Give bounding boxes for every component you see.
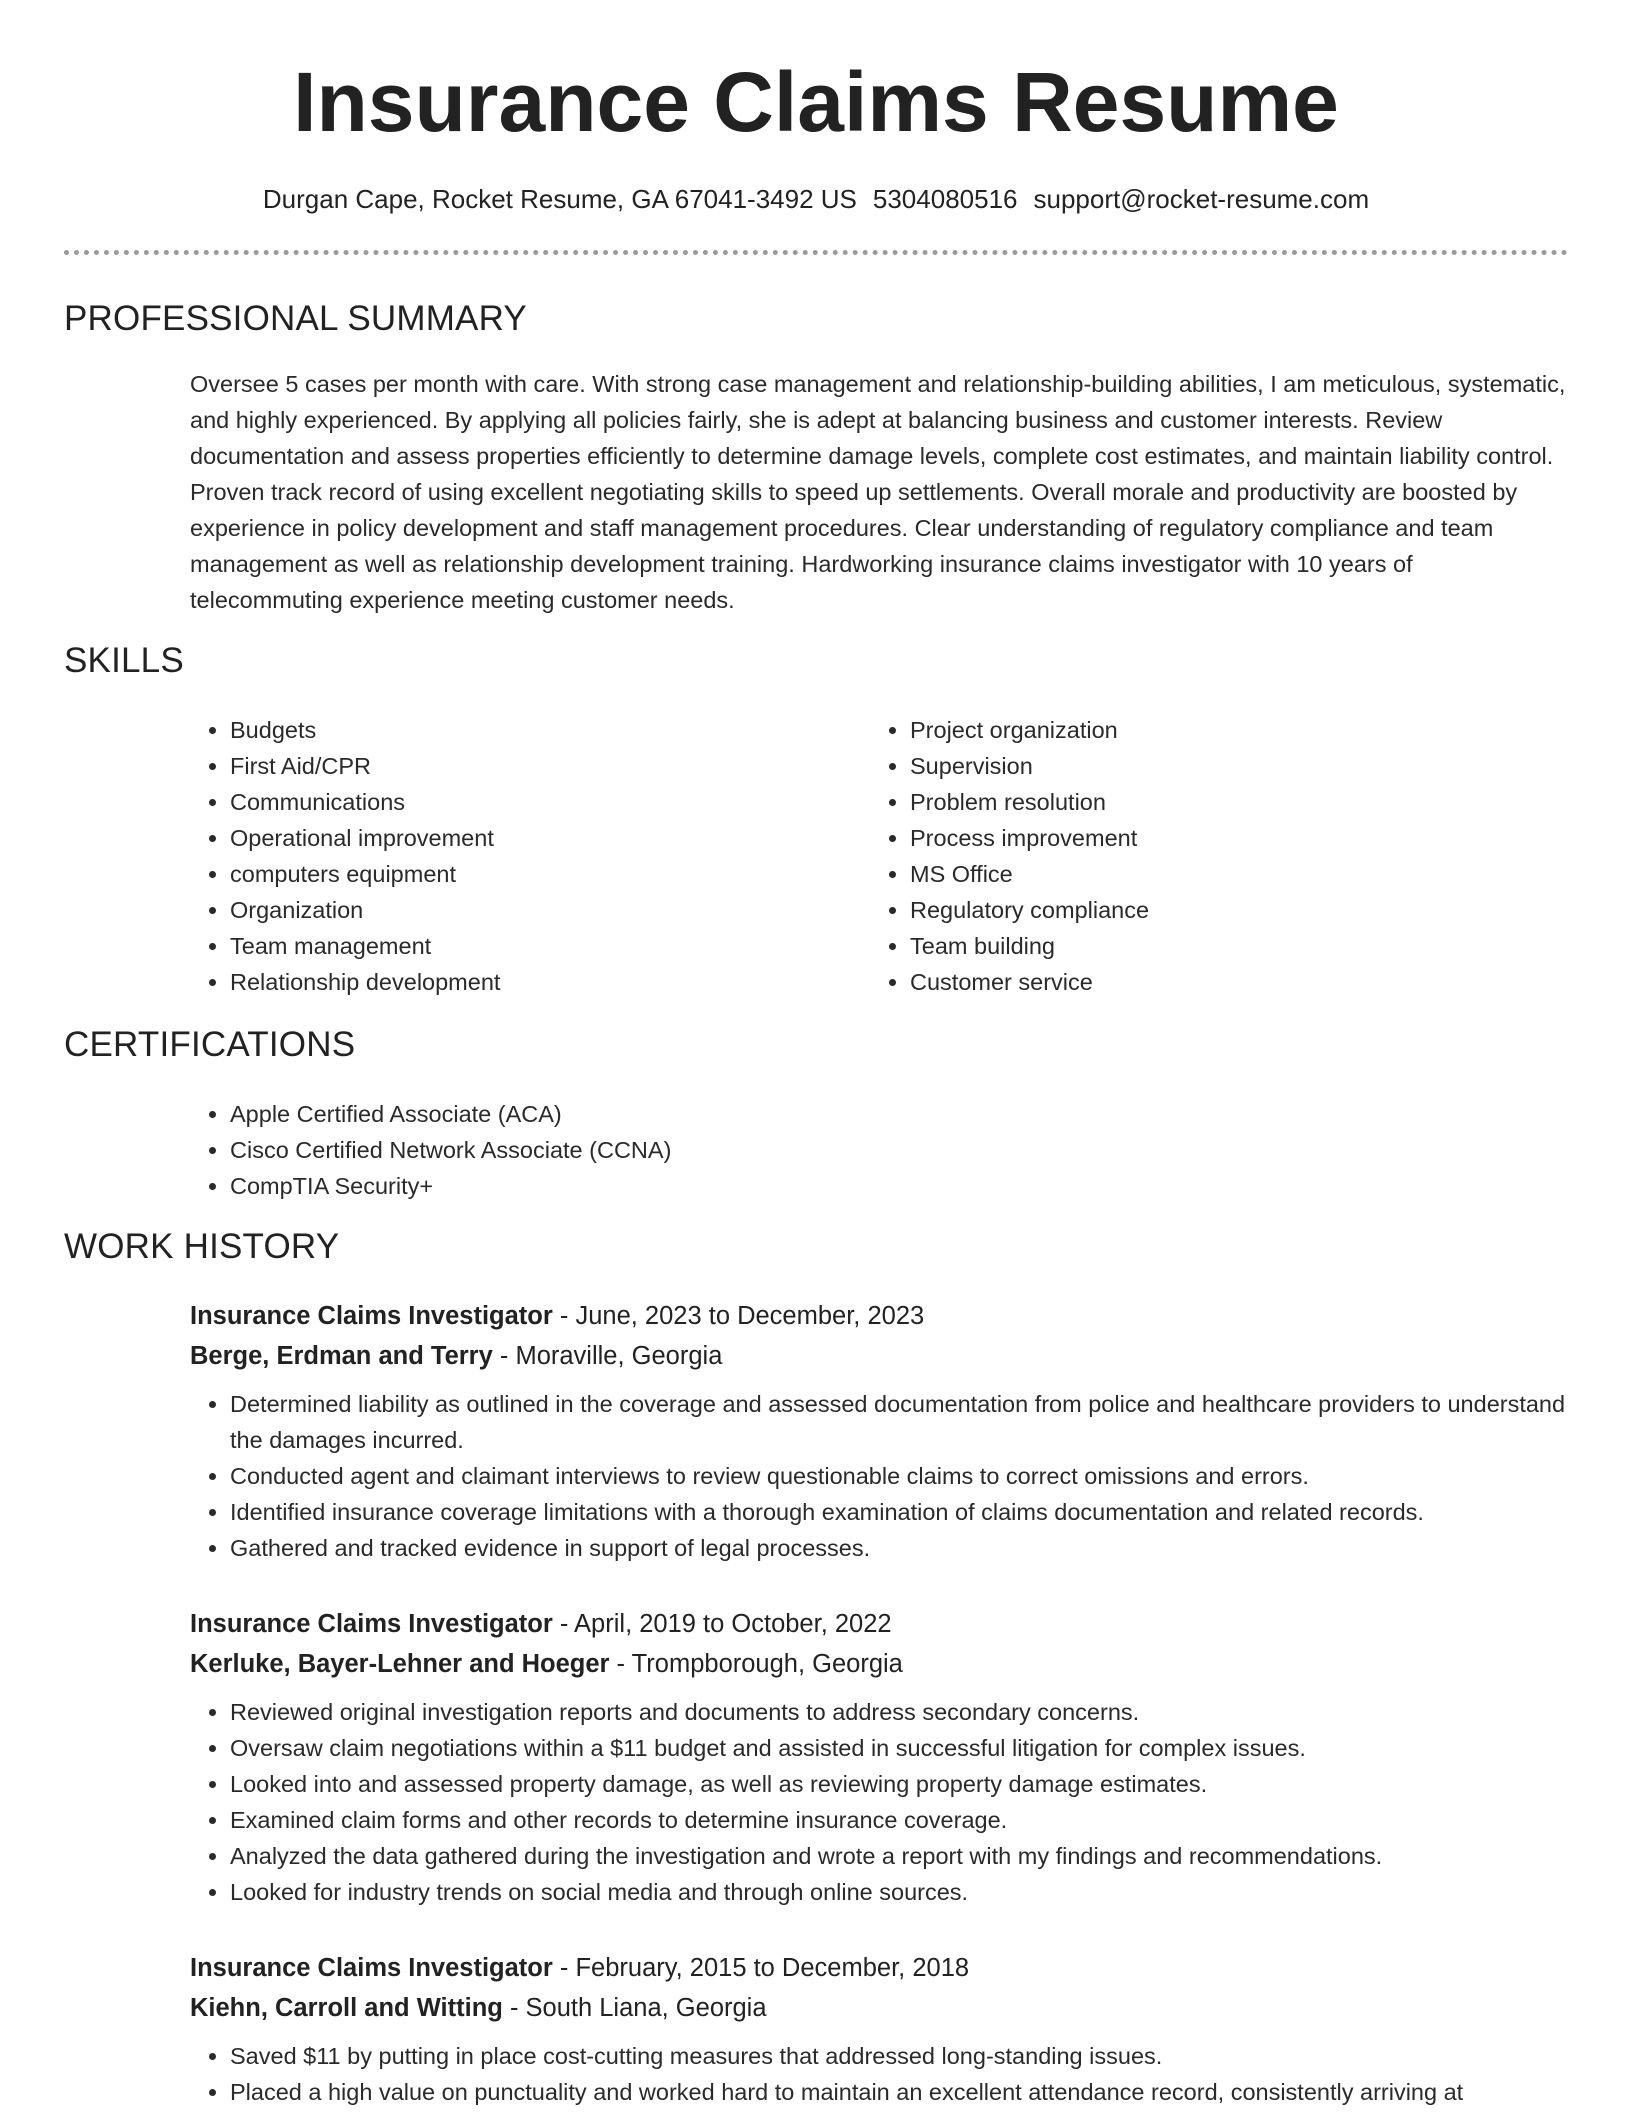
job-duties: [186, 1694, 1570, 1910]
job-entry: [190, 1948, 1570, 2110]
job-title: Insurance Claims Investigator: [190, 1954, 553, 1982]
work-history-heading: WORK HISTORY: [64, 1227, 340, 1266]
skill-item: • Team building: [910, 928, 1506, 964]
skill-item: • Process improvement: [910, 820, 1506, 856]
job-title: Insurance Claims Investigator: [190, 1610, 553, 1638]
job-dates: - June, 2023 to December, 2023: [552, 1302, 925, 1330]
summary-text: Oversee 5 cases per month with care. With strong case management and relationship-building abilities, I am meticulous, systematic, and highly experienced. By applying all policies fairly, she is adept at balancing business and customer interests. Review documentation and assess properties efficiently to determine damage levels, complete cost estimates, and maintain liability control. Proven track record of using excellent negotiating skills to speed up settlements. Overall morale and productivity are boosted by experience in policy development and staff management procedures. Clear understanding of regulatory compliance and team management as well as relationship development training. Hardworking insurance claims investigator with 10 years of telecommuting experience meeting customer needs.: [190, 371, 1566, 613]
job-entry: [190, 1296, 1570, 1566]
job-title-line: [190, 1604, 1570, 1644]
job-duty: • Examined claim forms and other records to determine insurance coverage.: [230, 1802, 1570, 1838]
contact-address: Durgan Cape, Rocket Resume, GA 67041-3492 US: [262, 184, 857, 214]
certification-item: • CompTIA Security+: [230, 1168, 1086, 1204]
job-duty: • Conducted agent and claimant interviews to review questionable claims to correct omissions and errors.: [230, 1458, 1570, 1494]
certification-item: • Apple Certified Associate (ACA): [230, 1096, 1086, 1132]
job-duty: • Saved $11 by putting in place cost-cutting measures that addressed long-standing issues.: [230, 2038, 1570, 2074]
certification-item: • Cisco Certified Network Associate (CCNA): [230, 1132, 1086, 1168]
skill-item: • Team management: [230, 928, 826, 964]
skill-item: • Project organization: [910, 712, 1506, 748]
skill-item: • First Aid/CPR: [230, 748, 826, 784]
skill-item: • MS Office: [910, 856, 1506, 892]
job-duty: • Oversaw claim negotiations within a $11 budget and assisted in successful litigation for complex issues.: [230, 1730, 1570, 1766]
certifications-heading: CERTIFICATIONS: [64, 1025, 356, 1064]
job-location: - Moraville, Georgia: [492, 1342, 723, 1370]
skills-list-right: [866, 712, 1506, 1000]
job-company: Berge, Erdman and Terry: [190, 1342, 493, 1370]
job-duty: • Analyzed the data gathered during the investigation and wrote a report with my findings and recommendations.: [230, 1838, 1570, 1874]
job-duty: • Looked for industry trends on social media and through online sources.: [230, 1874, 1570, 1910]
skill-item: • Organization: [230, 892, 826, 928]
job-location: - Trompborough, Georgia: [609, 1650, 903, 1678]
skill-item: • Customer service: [910, 964, 1506, 1000]
job-dates: - April, 2019 to October, 2022: [552, 1610, 892, 1638]
skills-column-right: [866, 712, 1506, 1000]
job-duties: [186, 1386, 1570, 1566]
job-duty: • Identified insurance coverage limitations with a thorough examination of claims documentation and related records.: [230, 1494, 1570, 1530]
skill-item: • Budgets: [230, 712, 826, 748]
job-title: Insurance Claims Investigator: [190, 1302, 553, 1330]
job-duty: • Placed a high value on punctuality and worked hard to maintain an excellent attendance record, consistently arriving at: [230, 2074, 1570, 2110]
skill-item: • Regulatory compliance: [910, 892, 1506, 928]
job-company: Kiehn, Carroll and Witting: [190, 1994, 503, 2022]
skill-item: • Communications: [230, 784, 826, 820]
job-company: Kerluke, Bayer-Lehner and Hoeger: [190, 1650, 610, 1678]
certifications-list: [186, 1096, 1086, 1204]
contact-info: [0, 182, 1632, 216]
summary-heading: PROFESSIONAL SUMMARY: [64, 299, 527, 338]
skill-item: • Operational improvement: [230, 820, 826, 856]
job-duty: • Determined liability as outlined in the coverage and assessed documentation from police and healthcare providers to understand the damages incurred.: [230, 1386, 1570, 1458]
job-title-line: [190, 1948, 1570, 1988]
skills-heading: SKILLS: [64, 641, 184, 680]
job-duties: [186, 2038, 1570, 2110]
contact-phone: 5304080516: [872, 184, 1018, 214]
job-company-line: [190, 1988, 1570, 2028]
job-duty: • Gathered and tracked evidence in support of legal processes.: [230, 1530, 1570, 1566]
job-entry: [190, 1604, 1570, 1910]
job-duty: • Looked into and assessed property damage, as well as reviewing property damage estimates.: [230, 1766, 1570, 1802]
job-company-line: [190, 1336, 1570, 1376]
resume-title: Insurance Claims Resume: [293, 55, 1339, 149]
skill-item: • Problem resolution: [910, 784, 1506, 820]
contact-email: support@rocket-resume.com: [1033, 184, 1370, 214]
skill-item: • Relationship development: [230, 964, 826, 1000]
skills-list-left: [186, 712, 826, 1000]
job-location: - South Liana, Georgia: [502, 1994, 767, 2022]
header-divider: [64, 250, 1568, 255]
skill-item: • computers equipment: [230, 856, 826, 892]
job-duty: • Reviewed original investigation reports and documents to address secondary concerns.: [230, 1694, 1570, 1730]
job-title-line: [190, 1296, 1570, 1336]
job-dates: - February, 2015 to December, 2018: [552, 1954, 970, 1982]
certifications-block: [186, 1096, 1086, 1204]
skills-column-left: [186, 712, 826, 1000]
job-company-line: [190, 1644, 1570, 1684]
skill-item: • Supervision: [910, 748, 1506, 784]
